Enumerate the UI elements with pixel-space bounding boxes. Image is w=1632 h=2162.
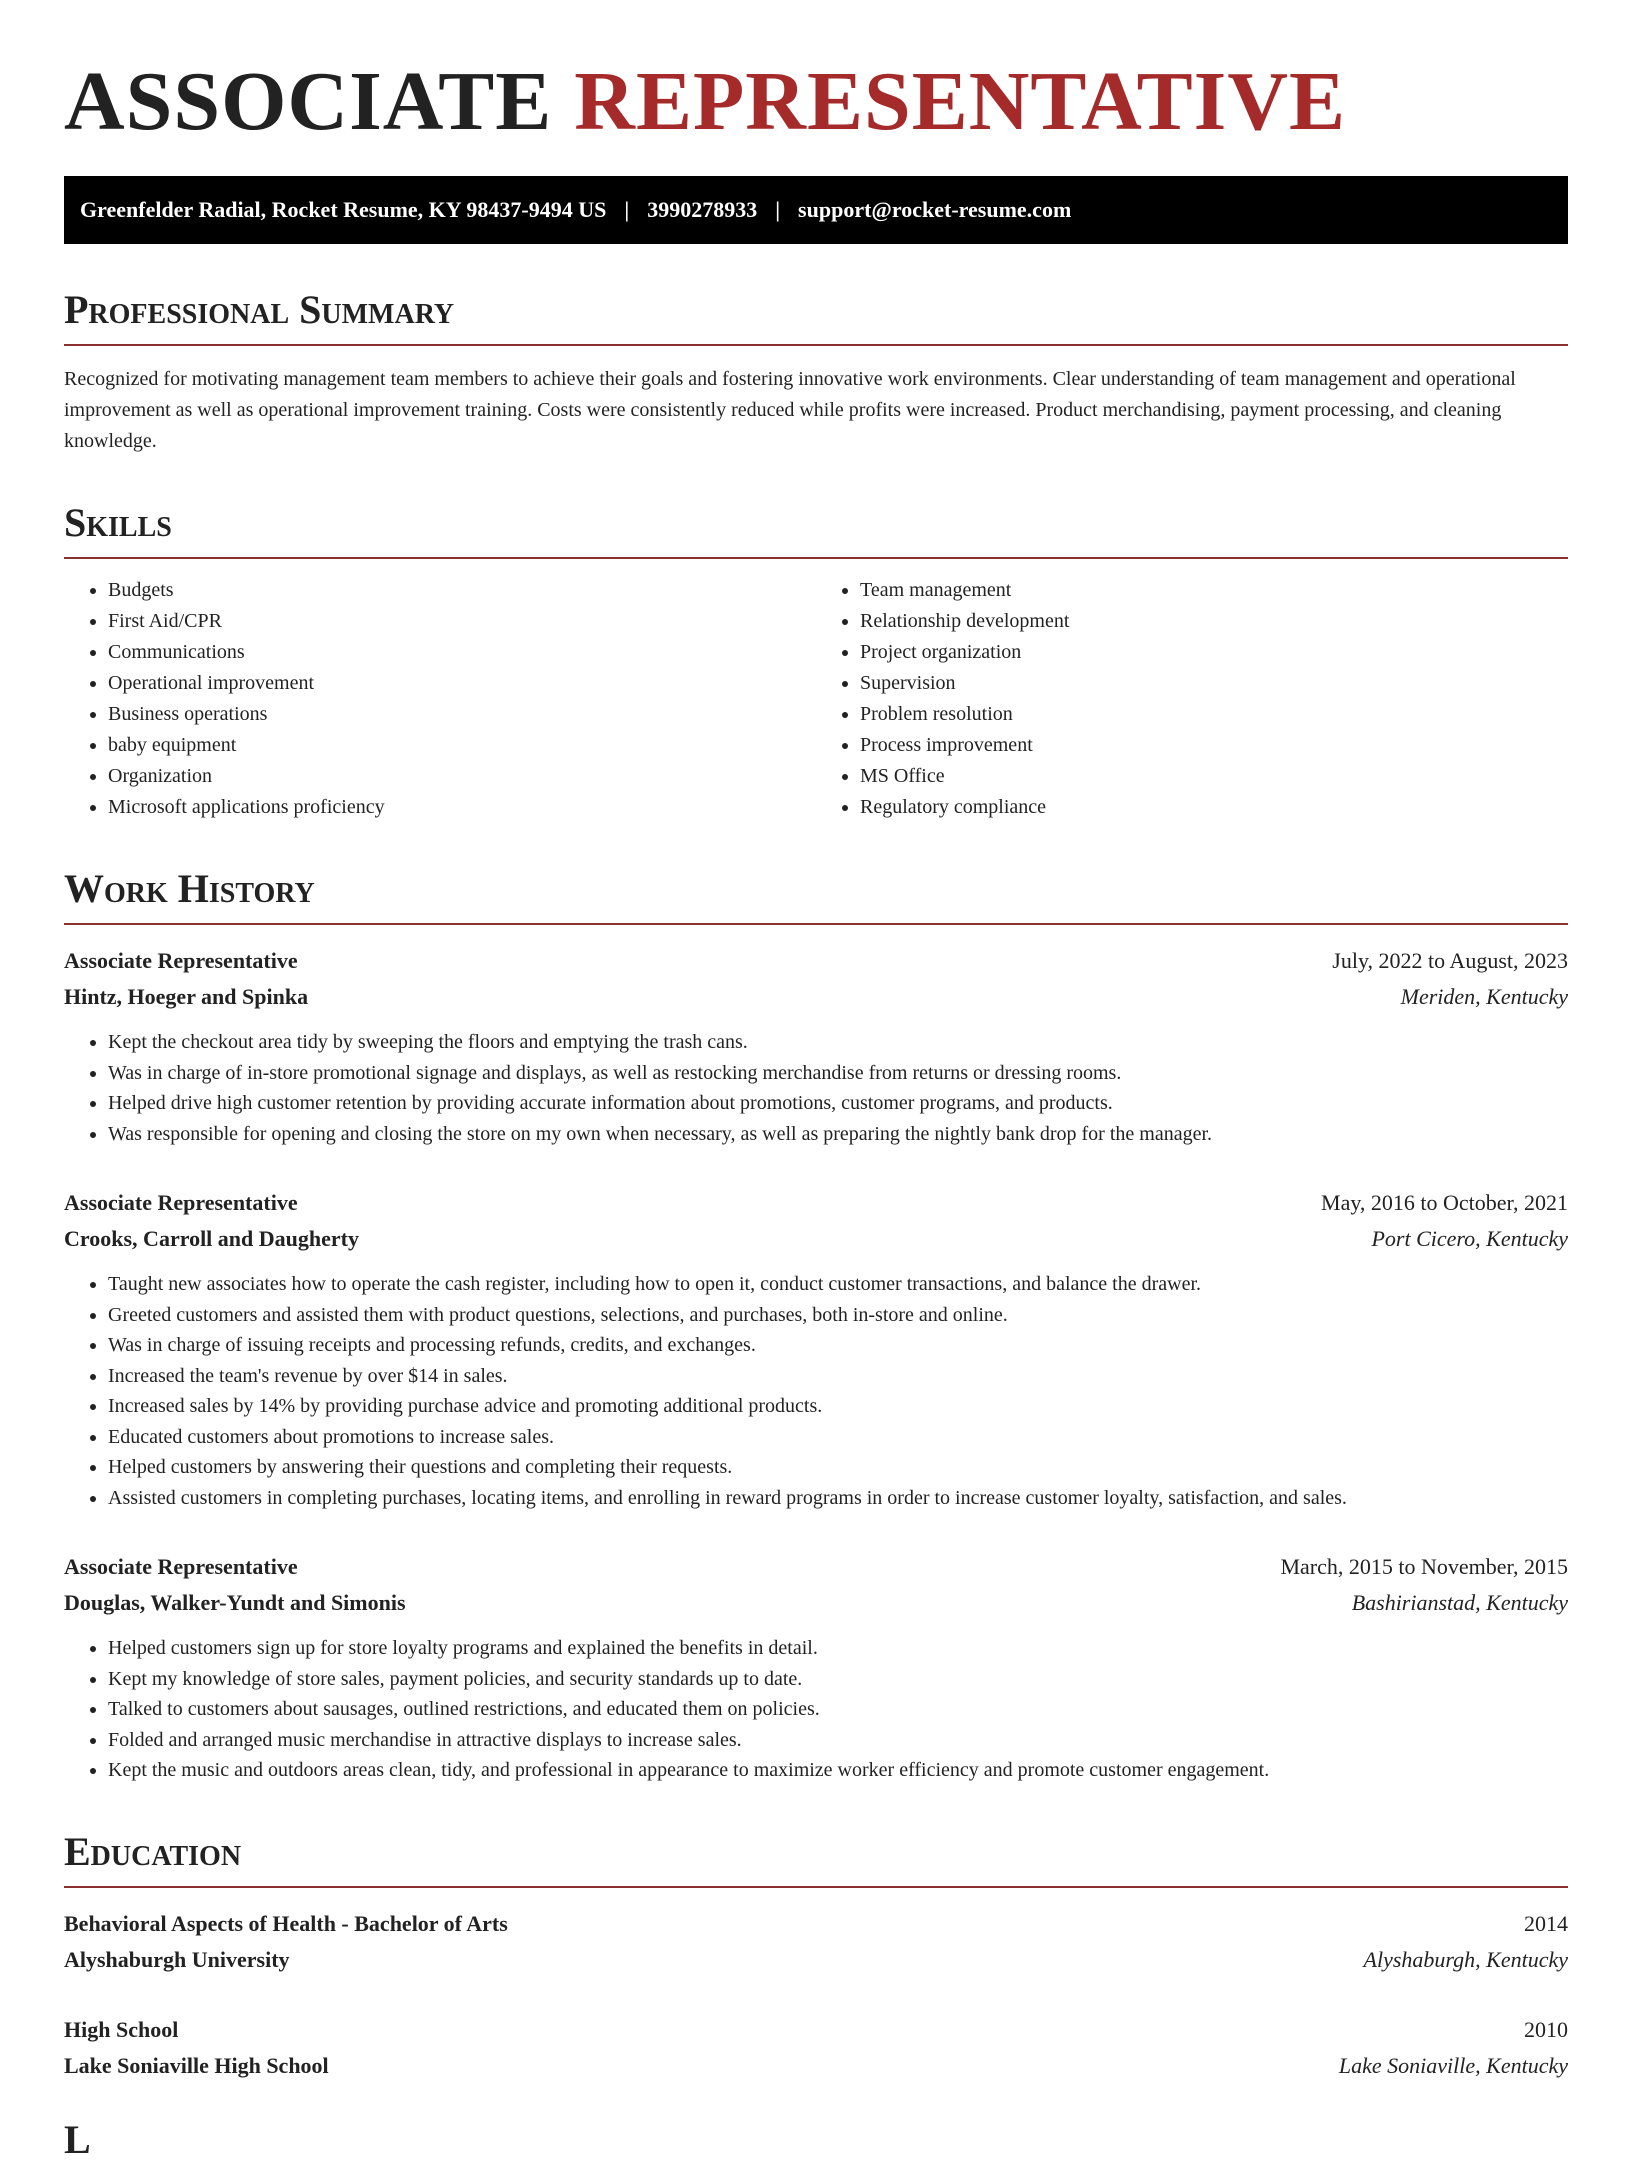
education-location: Alyshaburgh, Kentucky — [1363, 1946, 1568, 1972]
job-bullet: • Was responsible for opening and closing the store on my own when necessary, as well as preparing the nightly bank drop for the manager. — [108, 1119, 1568, 1150]
job-bullet: • Was in charge of issuing receipts and processing refunds, credits, and exchanges. — [108, 1330, 1568, 1361]
contact-separator: | — [775, 197, 781, 222]
education-degree: Behavioral Aspects of Health - Bachelor of Arts — [64, 1910, 508, 1936]
summary-text: Recognized for motivating management team members to achieve their goals and fostering innovative work environments. Clear understanding of team management and operational improvement as well as operational improvement training. Costs were consistently reduced while profits were increased. Product merchandising, payment processing, and cleaning knowledge. — [64, 368, 1516, 452]
job-title: Associate Representative — [64, 1190, 298, 1215]
job-title: Associate Representative — [64, 1554, 298, 1579]
section-title-next-partial: L — [64, 2116, 91, 2162]
job-location: Port Cicero, Kentucky — [1371, 1226, 1568, 1251]
skill-item: • Operational improvement — [108, 668, 816, 699]
skills-list — [64, 575, 1568, 823]
job-bullets — [64, 1027, 1568, 1149]
skill-item: • Budgets — [108, 575, 816, 606]
job-entry — [64, 1185, 1568, 1513]
job-bullet: • Helped drive high customer retention by providing accurate information about promotions, customer programs, and products. — [108, 1088, 1568, 1119]
job-bullet: • Kept the music and outdoors areas clean, tidy, and professional in appearance to maximize worker efficiency and promote customer engagement. — [108, 1755, 1568, 1786]
job-bullet: • Helped customers sign up for store loyalty programs and explained the benefits in detail. — [108, 1633, 1568, 1664]
education-entry — [64, 2012, 1568, 2084]
job-bullet: • Kept the checkout area tidy by sweeping the floors and emptying the trash cans. — [108, 1027, 1568, 1058]
job-entry — [64, 943, 1568, 1149]
job-bullet: • Helped customers by answering their questions and completing their requests. — [108, 1452, 1568, 1483]
job-company-row — [64, 979, 1568, 1015]
job-location: Meriden, Kentucky — [1400, 984, 1568, 1009]
skill-item: • Regulatory compliance — [860, 792, 1568, 823]
skill-item: • Supervision — [860, 668, 1568, 699]
job-title: Associate Representative — [64, 948, 298, 973]
job-bullets — [64, 1269, 1568, 1513]
job-dates: May, 2016 to October, 2021 — [1321, 1190, 1568, 1215]
job-bullet: • Was in charge of in-store promotional signage and displays, as well as restocking merchandise from returns or dressing rooms. — [108, 1058, 1568, 1089]
education-list — [64, 1906, 1568, 2084]
job-dates: March, 2015 to November, 2015 — [1280, 1554, 1568, 1579]
education-entry — [64, 1906, 1568, 1978]
name-first: ASSOCIATE — [64, 55, 553, 148]
job-company: Crooks, Carroll and Daugherty — [64, 1226, 359, 1251]
skills-column-left — [64, 575, 816, 823]
job-bullet: • Folded and arranged music merchandise in attractive displays to increase sales. — [108, 1725, 1568, 1756]
education-header-row — [64, 1906, 1568, 1942]
work-history-list — [64, 943, 1568, 1786]
job-entry — [64, 1549, 1568, 1786]
education-school-row — [64, 1942, 1568, 1978]
job-header-row — [64, 1185, 1568, 1221]
education-school-row — [64, 2048, 1568, 2084]
education-year: 2010 — [1524, 2016, 1568, 2042]
job-bullet: • Increased the team's revenue by over $14 in sales. — [108, 1361, 1568, 1392]
education-header-row — [64, 2012, 1568, 2048]
job-bullet: • Educated customers about promotions to increase sales. — [108, 1422, 1568, 1453]
skill-item: • Team management — [860, 575, 1568, 606]
section-title-summary: Professional Summary — [64, 290, 1568, 346]
section-title-skills: Skills — [64, 503, 1568, 559]
job-company: Hintz, Hoeger and Spinka — [64, 984, 309, 1009]
skill-item: • Process improvement — [860, 730, 1568, 761]
job-bullet: • Assisted customers in completing purchases, locating items, and enrolling in reward programs in order to increase customer loyalty, satisfaction, and sales. — [108, 1483, 1568, 1514]
job-bullet: • Increased sales by 14% by providing purchase advice and promoting additional products. — [108, 1391, 1568, 1422]
skill-item: • Project organization — [860, 637, 1568, 668]
education-degree: High School — [64, 2016, 179, 2042]
job-company-row — [64, 1221, 1568, 1257]
skill-item: • Organization — [108, 761, 816, 792]
section-title-education: Education — [64, 1832, 1568, 1888]
job-header-row — [64, 943, 1568, 979]
contact-phone: 3990278933 — [647, 197, 758, 222]
education-year: 2014 — [1524, 1910, 1568, 1936]
job-bullets — [64, 1633, 1568, 1786]
job-bullet: • Talked to customers about sausages, outlined restrictions, and educated them on policies. — [108, 1694, 1568, 1725]
skill-item: • Microsoft applications proficiency — [108, 792, 816, 823]
education-location: Lake Soniaville, Kentucky — [1338, 2052, 1568, 2078]
skill-item: • MS Office — [860, 761, 1568, 792]
section-title-work: Work History — [64, 869, 1568, 925]
skill-item: • Relationship development — [860, 606, 1568, 637]
contact-separator: | — [624, 197, 630, 222]
job-dates: July, 2022 to August, 2023 — [1332, 948, 1568, 973]
skill-item: • Problem resolution — [860, 699, 1568, 730]
job-bullet: • Greeted customers and assisted them with product questions, selections, and purchases, both in-store and online. — [108, 1300, 1568, 1331]
name-second: REPRESENTATIVE — [574, 55, 1347, 148]
contact-email: support@rocket-resume.com — [798, 197, 1072, 222]
resume-name — [64, 55, 1568, 148]
skill-item: • Communications — [108, 637, 816, 668]
job-company: Douglas, Walker-Yundt and Simonis — [64, 1590, 406, 1615]
skill-item: • baby equipment — [108, 730, 816, 761]
skill-item: • First Aid/CPR — [108, 606, 816, 637]
contact-bar — [64, 176, 1568, 244]
job-header-row — [64, 1549, 1568, 1585]
skill-item: • Business operations — [108, 699, 816, 730]
contact-address: Greenfelder Radial, Rocket Resume, KY 98437-9494 US — [80, 197, 607, 222]
education-school: Lake Soniaville High School — [64, 2052, 329, 2078]
job-company-row — [64, 1585, 1568, 1621]
education-school: Alyshaburgh University — [64, 1946, 290, 1972]
job-bullet: • Kept my knowledge of store sales, payment policies, and security standards up to date. — [108, 1664, 1568, 1695]
job-location: Bashirianstad, Kentucky — [1351, 1590, 1568, 1615]
job-bullet: • Taught new associates how to operate the cash register, including how to open it, conduct customer transactions, and balance the drawer. — [108, 1269, 1568, 1300]
skills-column-right — [816, 575, 1568, 823]
